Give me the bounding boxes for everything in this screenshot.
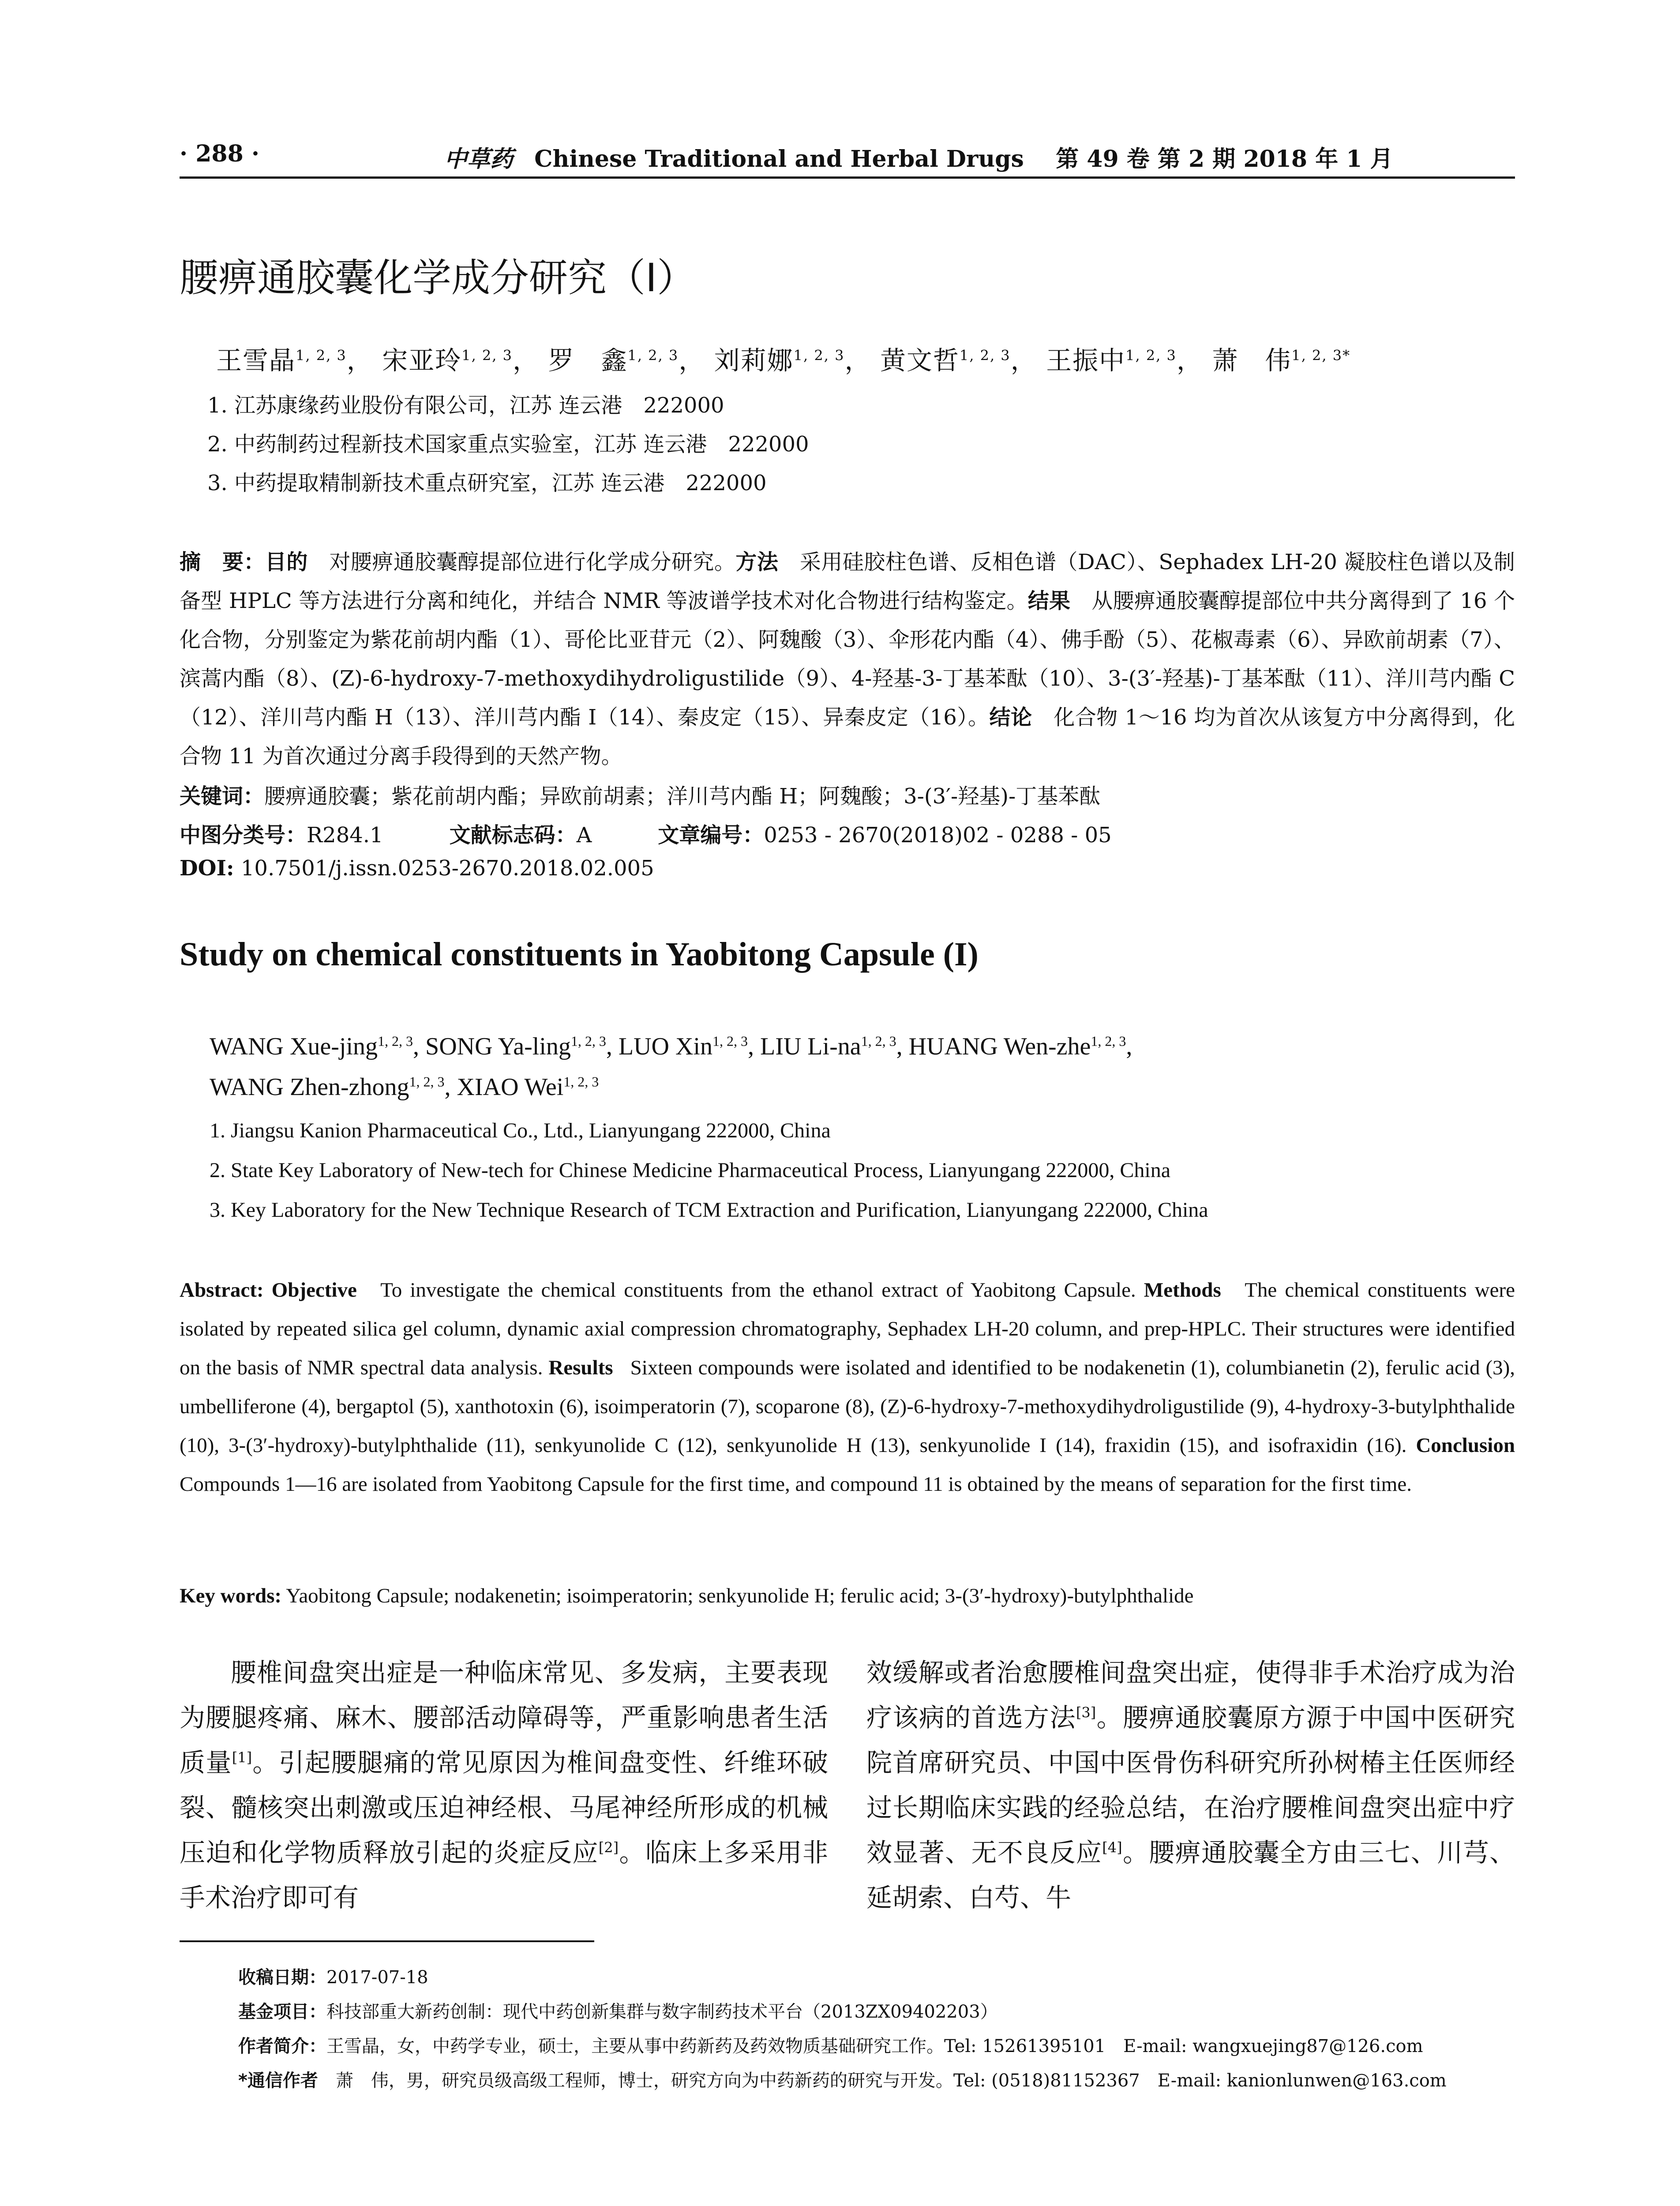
abstract-label: 摘 要：	[180, 550, 265, 574]
objective-text: To investigate the chemical constituents from the ethanol extract of Yaobitong Capsule.	[380, 1279, 1136, 1302]
body-text: 效缓解或者治愈腰椎间盘突出症，使得非手术治疗成为治疗该病的首选方法	[866, 1658, 1515, 1733]
abstract-label: Abstract:	[180, 1279, 264, 1302]
footnote-corresponding	[238, 2067, 1447, 2092]
author-affiliation-marker: 1, 2, 3	[861, 1033, 896, 1049]
authors-cn: 王雪晶$^{1, 2, 3}$， 宋亚玲$^{1, 2, 3}$， 罗 鑫$^{1, 2, 3}$， 刘莉娜$^{1, 2, 3}$， 黄文哲$^{1, 2, 3}$， 王振中$^{1, 2, 3}$， 萧 伟$^{1, 2, 3*}$	[216, 345, 1351, 375]
conclusion-text: 化合物 1～16 均为首次从该复方中分离得到，化合物 11 为首次通过分离手段得到的天然产物。	[180, 705, 1515, 769]
keywords-cn	[180, 779, 1100, 810]
bio-label: 作者简介：	[238, 2036, 326, 2056]
author-name: LUO Xin	[618, 1033, 712, 1060]
doi-label: DOI:	[180, 856, 234, 881]
article-number-value: 0253 - 2670(2018)02 - 0288 - 05	[764, 823, 1112, 848]
clc-label: 中图分类号：	[180, 823, 307, 848]
bio-text: 王雪晶，女，中药学专业，硕士，主要从事中药新药及药效物质基础研究工作。Tel: 15261395101 E-mail: wangxuejing87@126.com	[326, 2036, 1423, 2056]
author-affiliation-marker: 1, 2, 3*	[1291, 347, 1351, 364]
citation-ref[interactable]: [2]	[598, 1839, 619, 1856]
author-name: SONG Ya-ling	[425, 1033, 571, 1060]
abstract-cn	[180, 543, 1515, 776]
author-affiliation-marker: 1, 2, 3	[627, 347, 679, 364]
journal-issue: 第 49 卷 第 2 期 2018 年 1 月	[1056, 146, 1393, 173]
doc-code-label: 文献标志码：	[449, 823, 577, 848]
author-affiliation-marker: 1, 2, 3	[793, 347, 845, 364]
doi-value[interactable]: 10.7501/j.issn.0253-2670.2018.02.005	[240, 856, 654, 881]
author-affiliation-marker: 1, 2, 3	[563, 1073, 599, 1090]
author-affiliation-marker: 1, 2, 3	[570, 1033, 606, 1049]
author-name: LIU Li-na	[760, 1033, 861, 1060]
conclusion-label: Conclusion	[1416, 1434, 1515, 1457]
affiliation-en-2: 2. State Key Laboratory of New-tech for Chinese Medicine Pharmaceutical Process, Lianyungang 222000, China	[210, 1159, 1171, 1182]
results-label: 结果	[1028, 589, 1071, 613]
author-affiliation-marker: 1, 2, 3	[296, 347, 347, 364]
methods-text: 采用硅胶柱色谱、反相色谱（DAC）、Sephadex LH-20 凝胶柱色谱以及制备型 HPLC 等方法进行分离和纯化，并结合 NMR 等波谱学技术对化合物进行结构鉴定。	[180, 550, 1515, 613]
body-text: 。引起腰腿痛的常见原因为椎间盘变性、纤维环破裂、髓核突出刺激或压迫神经根、马尾神经所形成的机械压迫和化学物质释放引起的炎症反应	[180, 1748, 828, 1868]
author-name: HUANG Wen-zhe	[908, 1033, 1091, 1060]
affiliation-en-3: 3. Key Laboratory for the New Technique Research of TCM Extraction and Purification, Lianyungang 222000, China	[210, 1198, 1208, 1222]
author-name: 刘莉娜	[714, 345, 794, 375]
author-name: 黄文哲	[880, 345, 960, 375]
page-number: · 288 ·	[180, 140, 259, 167]
author-affiliation-marker: 1, 2, 3	[959, 347, 1011, 364]
objective-label: 目的	[265, 550, 308, 574]
results-label: Results	[548, 1356, 613, 1379]
affiliation-cn-3: 3. 中药提取精制新技术重点研究室，江苏 连云港 222000	[207, 471, 767, 495]
author-affiliation-marker: 1, 2, 3	[378, 1033, 413, 1049]
citation-ref[interactable]: [4]	[1102, 1839, 1122, 1856]
author-name: 萧 伟	[1212, 345, 1292, 375]
objective-label: Objective	[271, 1279, 357, 1302]
body-text: 腰椎间盘突出症是一种临床常见、多发病，主要表现为腰腿疼痛、麻木、腰部活动障碍等，严重影响患者生活质量	[180, 1658, 828, 1778]
author-name: 罗 鑫	[548, 345, 628, 375]
header-rule	[180, 176, 1515, 179]
keywords-label: 关键词：	[180, 784, 265, 809]
author-name: 宋亚玲	[382, 345, 462, 375]
author-name: WANG Zhen-zhong	[210, 1073, 409, 1101]
footnote-received	[238, 1963, 428, 1988]
journal-name-en: Chinese Traditional and Herbal Drugs	[534, 146, 1024, 173]
received-date: 2017-07-18	[326, 1967, 428, 1988]
author-affiliation-marker: 1, 2, 3	[1091, 1033, 1126, 1049]
affiliation-cn-2: 2. 中药制药过程新技术国家重点实验室，江苏 连云港 222000	[207, 432, 809, 457]
author-name: 王振中	[1046, 345, 1126, 375]
doc-code-value: A	[576, 823, 592, 848]
body-text: 。腰痹通胶囊原方源于中国中医研究院首席研究员、中国中医骨伤科研究所孙树椿主任医师经过长期临床实践的经验总结，在治疗腰椎间盘突出症中疗效显著、无不良反应	[866, 1703, 1515, 1868]
footnote-rule	[180, 1940, 594, 1942]
body-text: 。临床上多采用非手术治疗即可有	[180, 1838, 828, 1913]
title-en: Study on chemical constituents in Yaobitong Capsule (I)	[180, 936, 979, 973]
body-column-left	[180, 1650, 828, 1920]
abstract-en	[180, 1271, 1515, 1504]
methods-label: Methods	[1144, 1279, 1221, 1302]
journal-title	[444, 140, 1393, 173]
keywords-text: 腰痹通胶囊；紫花前胡内酯；异欧前胡素；洋川芎内酯 H；阿魏酸；3-(3′-羟基)-丁基苯酞	[264, 784, 1101, 809]
journal-name-cn: 中草药	[444, 146, 514, 173]
methods-label: 方法	[735, 550, 779, 574]
corresponding-text: 萧 伟，男，研究员级高级工程师，博士，研究方向为中药新药的研究与开发。Tel: (0518)81152367 E-mail: kanionlunwen@163.com	[335, 2071, 1447, 2091]
running-header	[180, 140, 1515, 180]
keywords-label: Key words:	[180, 1584, 282, 1607]
title-cn: 腰痹通胶囊化学成分研究（I）	[180, 255, 696, 300]
results-text: Sixteen compounds were isolated and identified to be nodakenetin (1), columbianetin (2), ferulic acid (3), umbelliferone (4), bergaptol (5), xanthotoxin (6), isoimperatorin (7), scoparone (8), (Z)-6-hydroxy-7-methoxydihydroligustilide (9), 4-hydroxy-3-butylphthalide (10), 3-(3′-hydroxy)-butylphthalide (11), senkyunolide C (12), senkyunolide H (13), senkyunolide I (14), fraxidin (15), and isofraxidin (16).	[180, 1356, 1515, 1457]
authors-en-line2: WANG Zhen-zhong$^{1, 2, 3}$, XIAO Wei$^{1, 2, 3}$	[210, 1073, 599, 1101]
keywords-text: Yaobitong Capsule; nodakenetin; isoimperatorin; senkyunolide H; ferulic acid; 3-(3′-hydroxy)-butylphthalide	[286, 1584, 1194, 1607]
fund-text: 科技部重大新药创制：现代中药创新集群与数字制药技术平台（2013ZX09402203）	[326, 2002, 998, 2022]
conclusion-text: Compounds 1—16 are isolated from Yaobitong Capsule for the first time, and compound 11 is obtained by the means of separation for the first time.	[180, 1473, 1412, 1496]
classification-line	[180, 818, 1112, 848]
article-number-label: 文章编号：	[658, 823, 764, 848]
author-name: WANG Xue-jing	[210, 1033, 378, 1060]
author-affiliation-marker: 1, 2, 3	[461, 347, 513, 364]
author-affiliation-marker: 1, 2, 3	[712, 1033, 748, 1049]
keywords-en	[180, 1584, 1547, 1608]
author-affiliation-marker: 1, 2, 3	[409, 1073, 445, 1090]
methods-text: The chemical constituents were isolated by repeated silica gel column, dynamic axial compression chromatography, Sephadex LH-20 column, and prep-HPLC. Their structures were identified on the basis of NMR spectral data analysis.	[180, 1279, 1515, 1379]
author-name: 王雪晶	[216, 345, 296, 375]
corresponding-label: *通信作者	[238, 2071, 318, 2091]
clc-value: R284.1	[307, 823, 383, 848]
footnote-fund	[238, 1998, 998, 2023]
objective-text: 对腰痹通胶囊醇提部位进行化学成分研究。	[329, 550, 736, 574]
footnote-author-bio	[238, 2032, 1423, 2057]
authors-en-line1: WANG Xue-jing$^{1, 2, 3}$, SONG Ya-ling$^{1, 2, 3}$, LUO Xin$^{1, 2, 3}$, LIU Li-na$^{1, 2, 3}$, HUANG Wen-zhe$^{1, 2, 3}$,	[210, 1033, 1132, 1060]
body-text: 。腰痹通胶囊全方由三七、川芎、延胡索、白芍、牛	[866, 1838, 1515, 1913]
doi-line	[180, 856, 654, 881]
author-name: XIAO Wei	[457, 1073, 564, 1101]
conclusion-label: 结论	[989, 705, 1032, 730]
fund-label: 基金项目：	[238, 2002, 326, 2022]
citation-ref[interactable]: [1]	[232, 1749, 252, 1766]
body-column-right	[866, 1650, 1515, 1920]
citation-ref[interactable]: [3]	[1076, 1704, 1096, 1721]
affiliation-en-1: 1. Jiangsu Kanion Pharmaceutical Co., Ltd., Lianyungang 222000, China	[210, 1119, 831, 1142]
results-text: 从腰痹通胶囊醇提部位中共分离得到了 16 个化合物，分别鉴定为紫花前胡内酯（1）、哥伦比亚苷元（2）、阿魏酸（3）、伞形花内酯（4）、佛手酚（5）、花椒毒素（6）、异欧前胡素（7）、滨蒿内酯（8）、(Z)-6-hydroxy-7-methoxydihydroligustilide（9）、4-羟基-3-丁基苯酞（10）、3-(3′-羟基)-丁基苯酞（11）、洋川芎内酯 C（12）、洋川芎内酯 H（13）、洋川芎内酯 I（14）、秦皮定（15）、异秦皮定（16）。	[180, 589, 1515, 730]
received-label: 收稿日期：	[238, 1967, 326, 1988]
affiliation-cn-1: 1. 江苏康缘药业股份有限公司，江苏 连云港 222000	[207, 393, 724, 418]
author-affiliation-marker: 1, 2, 3	[1125, 347, 1177, 364]
